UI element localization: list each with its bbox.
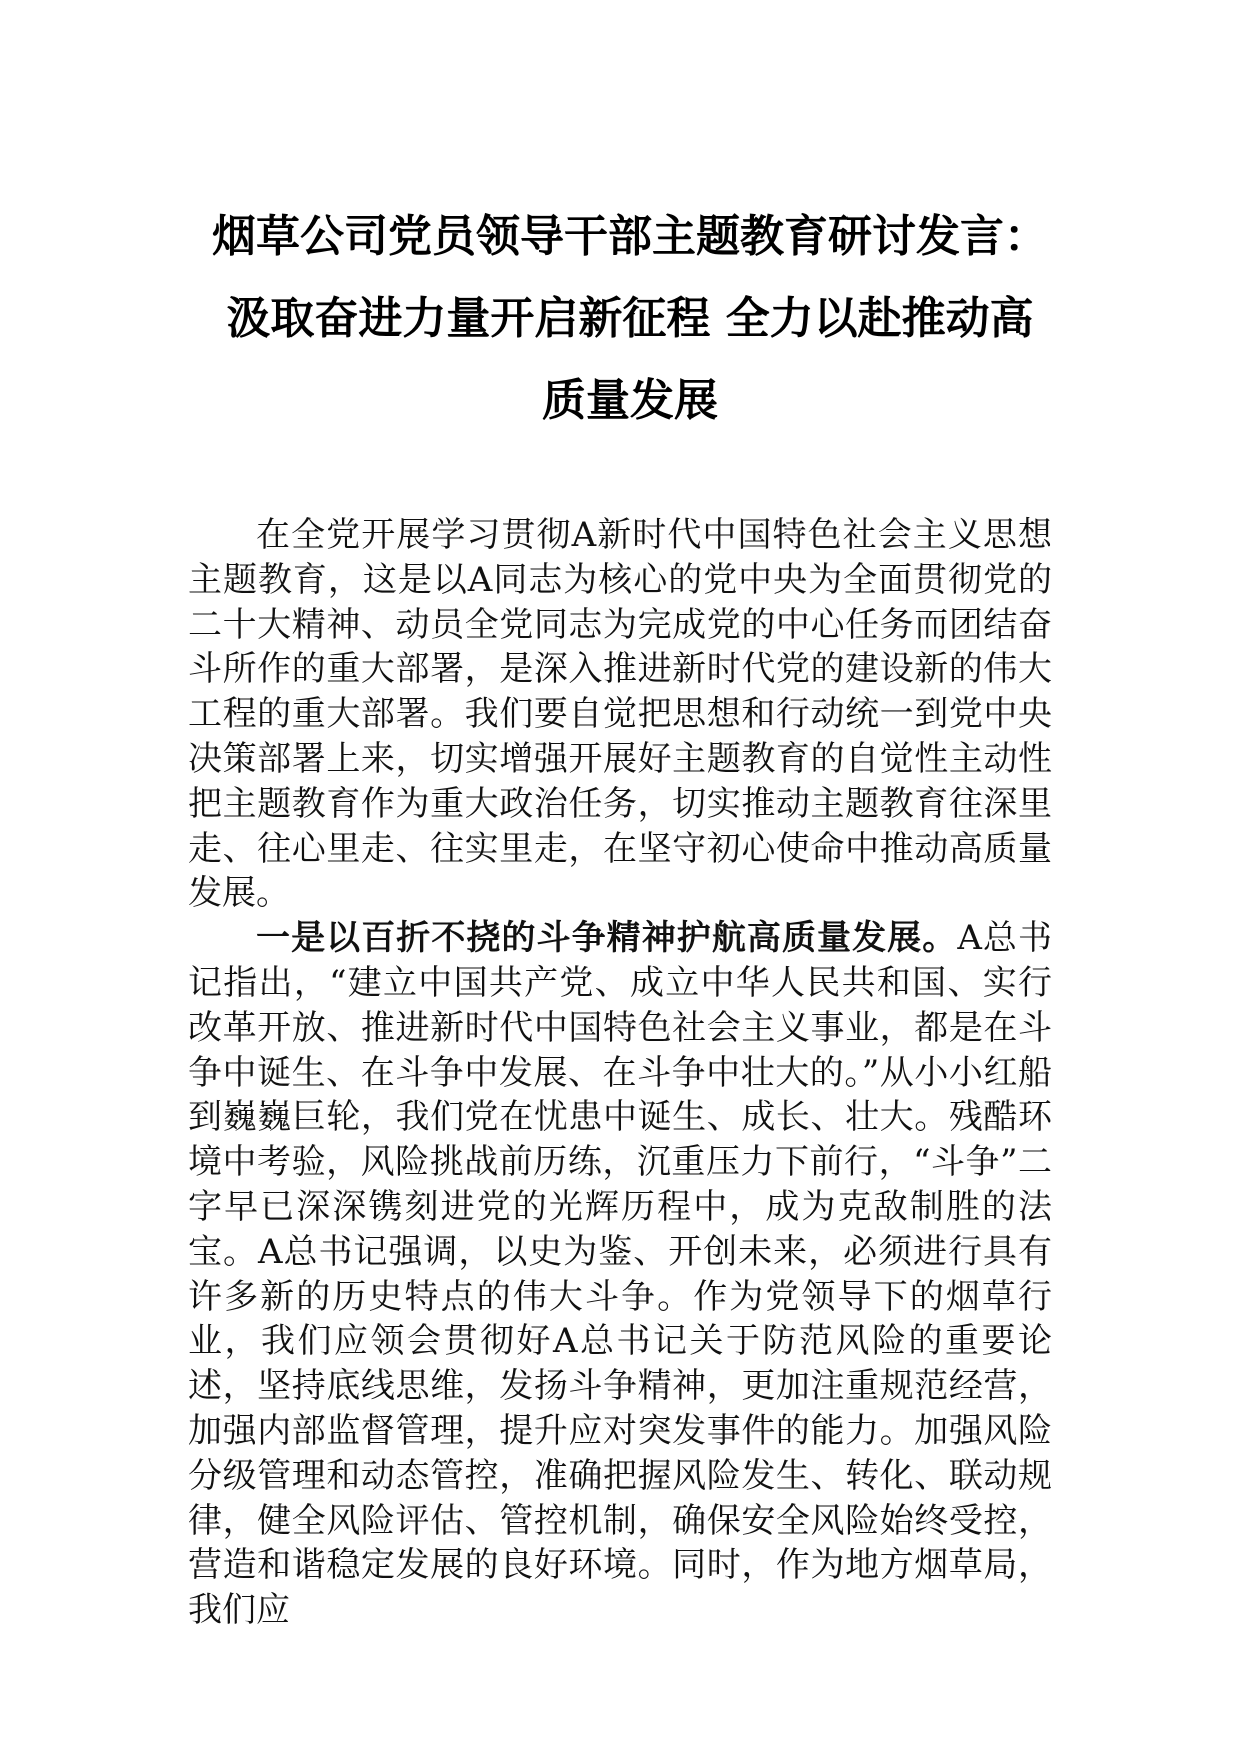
paragraph-point-one [188, 916, 1052, 1633]
paragraph-point-one-heading: 一是以百折不挠的斗争精神护航高质量发展。 [256, 918, 958, 959]
document-body [188, 513, 1052, 1633]
paragraph-point-one-text: A总书记指出，“建立中国共产党、成立中华人民共和国、实行改革开放、推进新时代中国特色社会主义事业，都是在斗争中诞生、在斗争中发展、在斗争中壮大的。”从小小红船到巍巍巨轮，我们党在忧患中诞生、成长、壮大。残酷环境中考验，风险挑战前历练，沉重压力下前行，“斗争”二字早已深深镌刻进党的光辉历程中，成为克敌制胜的法宝。A总书记强调，以史为鉴、开创未来，必须进行具有许多新的历史特点的伟大斗争。作为党领导下的烟草行业，我们应领会贯彻好A总书记关于防范风险的重要论述，坚持底线思维，发扬斗争精神，更加注重规范经营，加强内部监督管理，提升应对突发事件的能力。加强风险分级管理和动态管控，准确把握风险发生、转化、联动规律，健全风险评估、管控机制，确保安全风险始终受控，营造和谐稳定发展的良好环境。同时，作为地方烟草局，我们应 [188, 918, 1052, 1631]
paragraph-intro-text: 在全党开展学习贯彻A新时代中国特色社会主义思想主题教育，这是以A同志为核心的党中央为全面贯彻党的二十大精神、动员全党同志为完成党的中心任务而团结奋斗所作的重大部署，是深入推进新时代党的建设新的伟大工程的重大部署。我们要自觉把思想和行动统一到党中央决策部署上来，切实增强开展好主题教育的自觉性主动性把主题教育作为重大政治任务，切实推动主题教育往深里走、往心里走、往实里走，在坚守初心使命中推动高质量发展。 [188, 515, 1052, 914]
document-title [180, 196, 1080, 442]
paragraph-intro [188, 513, 1052, 916]
title-line-1: 烟草公司党员领导干部主题教育研讨发言： [212, 211, 1048, 262]
title-line-2: 汲取奋进力量开启新征程 全力以赴推动高 [226, 293, 1034, 344]
title-line-3: 质量发展 [542, 375, 718, 426]
